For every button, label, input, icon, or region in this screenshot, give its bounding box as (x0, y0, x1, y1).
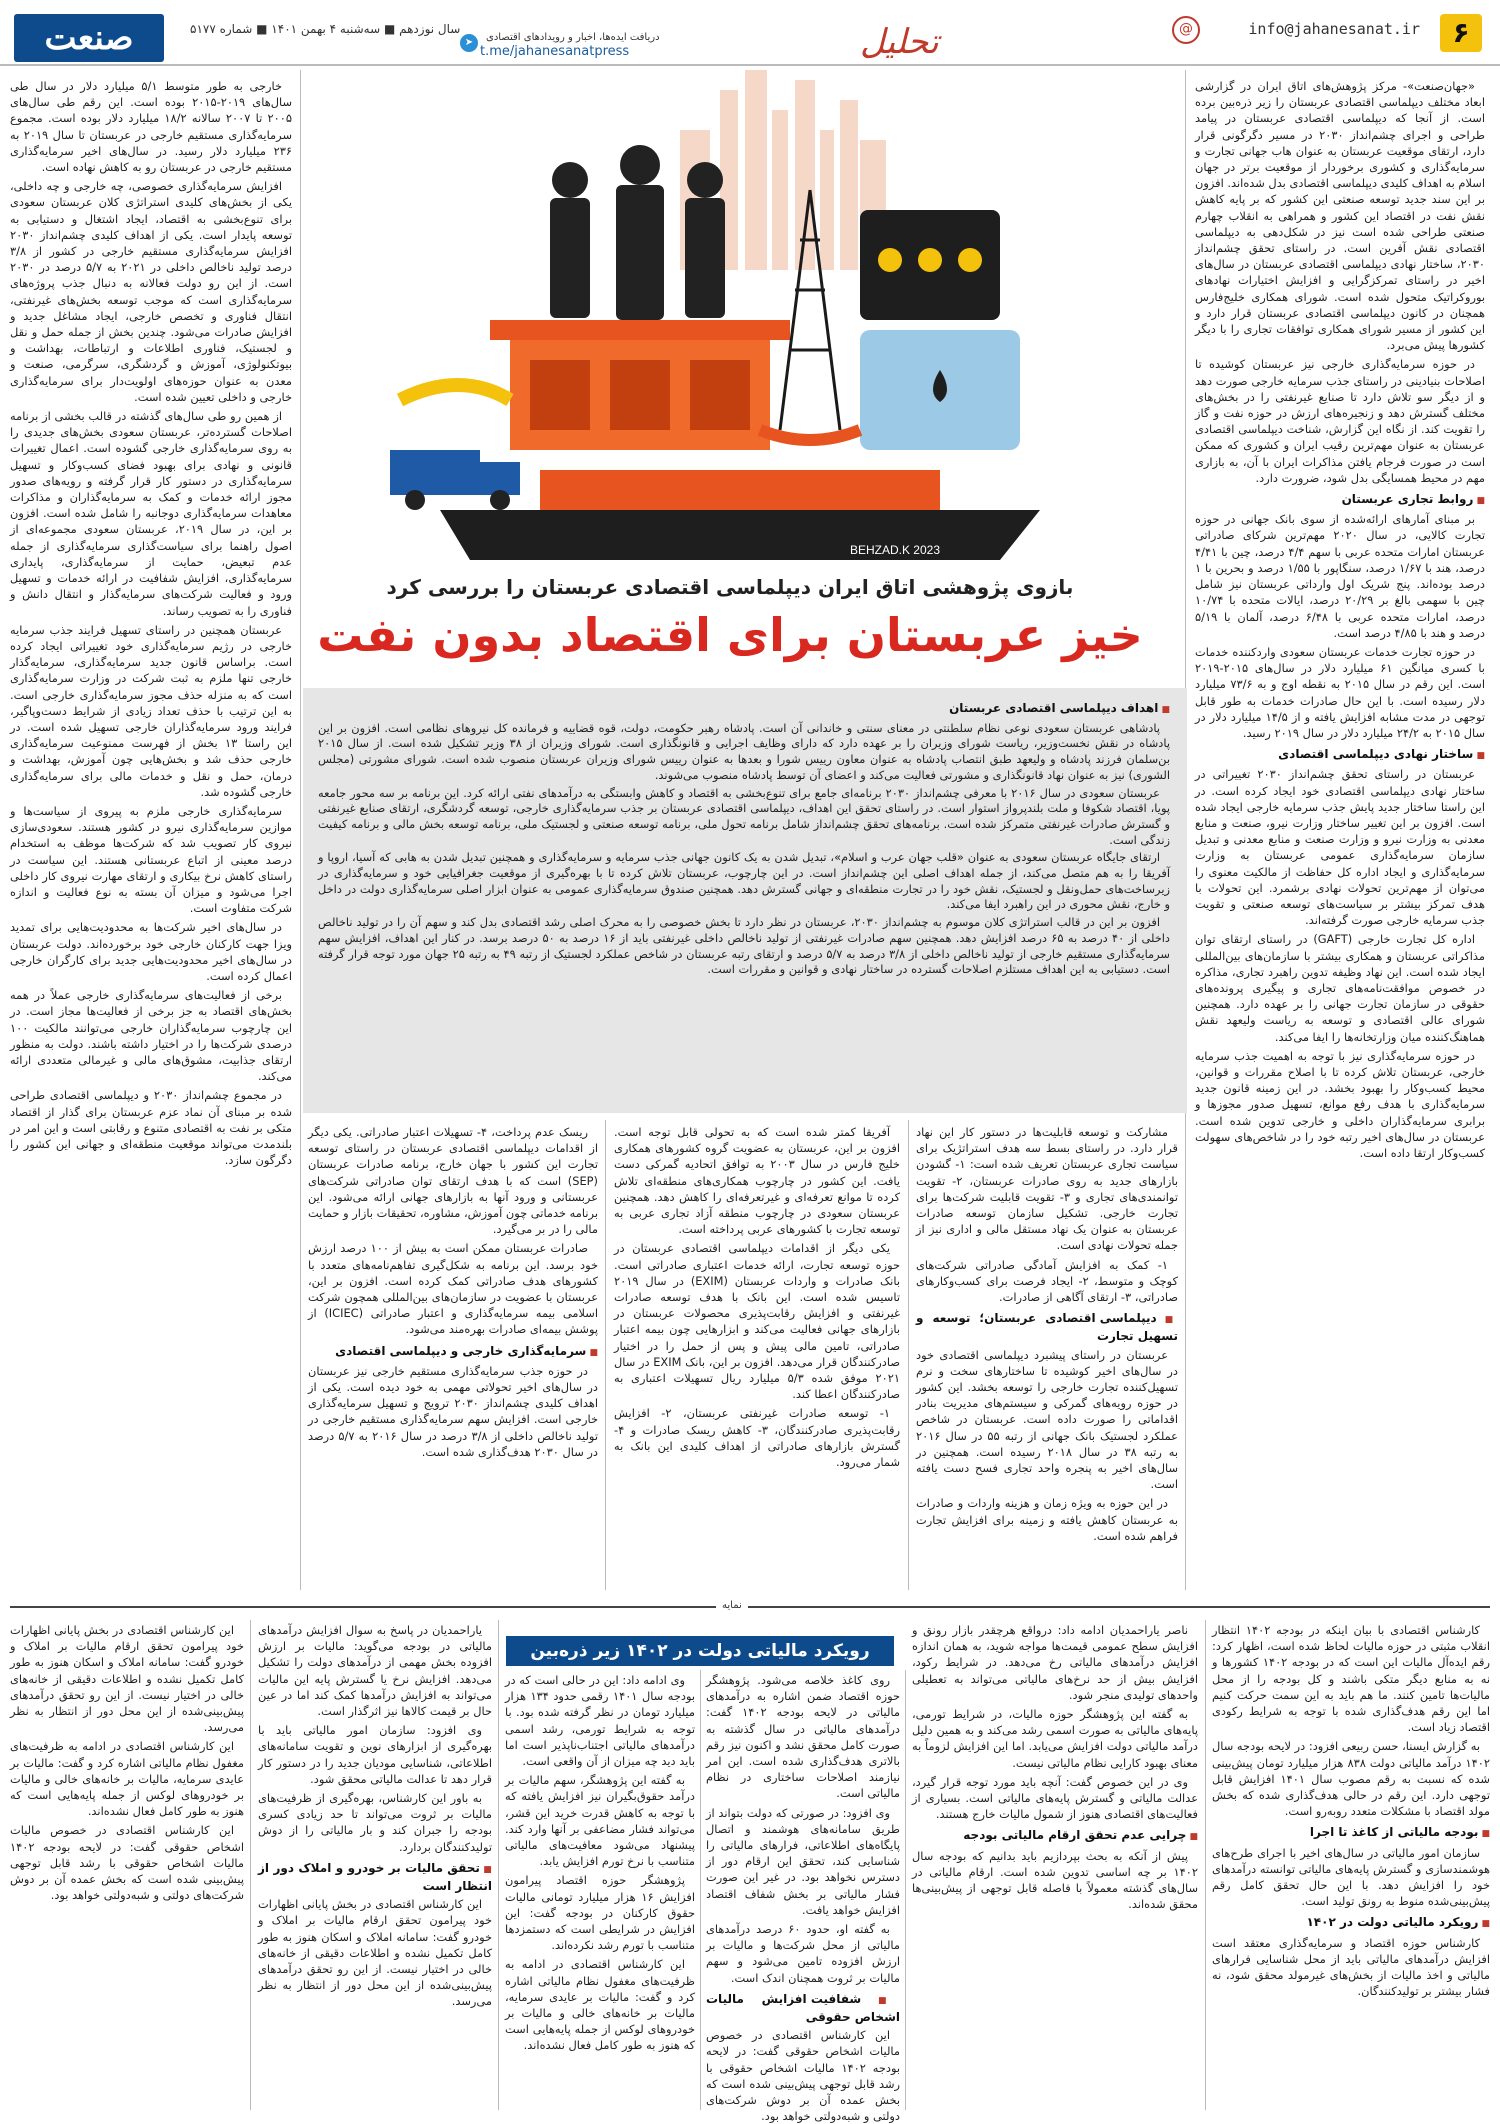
paragraph: افزایش سرمایه‌گذاری خصوصی، چه خارجی و چه داخلی، یکی از بخش‌های کلیدی استراتژی کلان عربستان سعودی برای تنوع‌بخشی به اقتصاد، ایجاد اشتغال و دستیابی به توسعه پایدار است. یکی از اهداف کلیدی چشم‌انداز ۲۰۳۰ افزایش سرمایه‌گذاری مستقیم خارجی در کشور از ۳/۸ درصد تولید ناخالص داخلی در ۲۰۲۱ به ۵/۷ درصد در ۲۰۳۰ است. از این رو دولت فعالانه به دنبال جذب پروژه‌های سرمایه‌گذاری است که موجب توسعه بخش‌های غیرنفتی، انتقال فناوری و تخصص خارجی، ایجاد مشاغل جدید و افزایش صادرات می‌شود. چندین بخش از جمله حمل و نقل و لجستیک، فناوری اطلاعات و ارتباطات، بهداشت و بیوتکنولوژی، آموزش و گردشگری، سرگرمی، صنعت و معدن به عنوان حوزه‌های اولویت‌دار برای سرمایه‌گذاری خارجی و داخلی تعیین شده است. (10, 179, 292, 404)
paragraph: در حوزه سرمایه‌گذاری نیز با توجه به اهمیت جذب سرمایه خارجی، عربستان تلاش کرده تا با اصلاح مقررات و قوانین، محیط کسب‌وکار را بهبود بخشد. در این زمینه قانون جدید سرمایه‌گذاری با هدف رفع موانع، تسهیل صدور مجوزها و برابری سرمایه‌گذاران داخلی و خارجی تدوین شده است. عربستان در سال‌های اخیر رتبه خود را در شاخص‌های سهولت کسب‌وکار ارتقا داده است. (1195, 1048, 1485, 1160)
goals-box-title: ■ اهداف دیپلماسی اقتصادی عربستان (318, 701, 1170, 719)
paragraph: در سال‌های اخیر شرکت‌ها به محدودیت‌هایی برای تمدید ویزا جهت کارکنان خارجی خود برخورده‌اند. دولت عربستان در سال‌های اخیر محدودیت‌هایی جدید برای کارگران خارجی اعمال کرده است. (10, 920, 292, 983)
illustration-credit: BEHZAD.K 2023 (849, 543, 940, 557)
paragraph: به گفته او، حدود ۶۰ درصد درآمدهای مالیاتی از محل شرکت‌ها و مالیات بر ارزش افزوده تامین می‌شود و سهم مالیات بر ثروت همچنان اندک است. (706, 1922, 900, 1985)
paragraph: آفریقا کمتر شده است که به تحولی قابل توجه است. افزون بر این، عربستان به عضویت گروه کشورهای همکاری خلیج فارس در سال ۲۰۰۳ به توافق اتحادیه گمرکی دست یافت. این کشور در چارچوب همکاری‌های منطقه‌ای تلاش کرده تا موانع تعرفه‌ای و غیرتعرفه‌ای را کاهش دهد. همچنین عربستان سعودی در چارچوب منطقه آزاد تجاری عربی به توسعه تجارت با کشورهای عربی پرداخته است. (614, 1125, 900, 1237)
paragraph: این کارشناس اقتصادی در خصوص مالیات اشخاص حقوقی گفت: در لایحه بودجه ۱۴۰۲ مالیات اشخاص حقوقی با رشد قابل توجهی پیش‌بینی شده است که بخش عمده آن بر دوش شرکت‌های دولتی و شبه‌دولتی خواهد بود. (10, 1823, 244, 1903)
email-address[interactable]: info@jahanesanat.ir (1248, 20, 1420, 38)
subhead-investment: ■ سرمایه‌گذاری خارجی و دیپلماسی اقتصادی (308, 1343, 598, 1361)
goals-box-text (318, 696, 1170, 1106)
telegram-link[interactable]: t.me/jahanesanatpress (480, 44, 630, 59)
subhead-trade-dev: ■ دیپلماسی اقتصادی عربستان؛ توسعه و تسهیل تجارت (916, 1310, 1178, 1344)
paragraph: به باور این کارشناس، بهره‌گیری از ظرفیت‌های مالیات بر ثروت می‌تواند تا حد زیادی کسری بودجه را جبران کند و بار مالیاتی را از دوش تولیدکنندگان بردارد. (258, 1791, 492, 1854)
paragraph: «جهان‌صنعت»- مرکز پژوهش‌های اتاق ایران در گزارشی ابعاد مختلف دیپلماسی اقتصادی عربستان را زیر ذره‌بین برده است. از آنجا که دیپلماسی اقتصادی عربستان در پیامد طراحی و اجرای چشم‌انداز ۲۰۳۰ در مسیر دگرگونی قرار دارد، ارتقای موقعیت عربستان به عنوان هاب جهانی تجارت و سرمایه‌گذاری و کشوری برخوردار از موقعیت برتر در جهان اسلام به اهداف کلیدی دیپلماسی اقتصادی بدل شده‌اند. افزون بر این سند جدید توسعه صنعتی این کشور که بر پایه کاهش نقش نفت در اقتصاد این کشور و همراهی به انقلاب چهارم صنعتی طراحی شده است نیز در شکل‌دهی به دیپلماسی اقتصادی نقش آفرین است. در راستای تحقق چشم‌انداز ۲۰۳۰، ساختار نهادی دیپلماسی اقتصادی عربستان در سال‌های اخیر در راستای تمرکزگرایی و افزایش اختیارات نهادهای بوروکراتیک متحول شده است. شورای همکاری خلیج‌فارس همچنان در کانون دیپلماسی اقتصادی عربستان قرار دارد و این کشور از مسیر شورای همکاری توافقات تجاری را با دیگر کشورها پیش می‌برد. (1195, 79, 1485, 353)
paragraph: پژوهشگر حوزه اقتصاد پیرامون افزایش ۱۶ هزار میلیارد تومانی مالیات حقوق کارکنان در بودجه گفت: این افزایش در شرایطی است که دستمزدها متناسب با تورم رشد نکرده‌اند. (505, 1873, 696, 1953)
page-header (0, 0, 1500, 66)
paragraph: کارشناس اقتصادی با بیان اینکه در بودجه ۱۴۰۲ انتظار انقلاب مثبتی در حوزه مالیات لحاظ شده است، اظهار کرد: رقم ایده‌آل مالیات این است که در بودجه ۱۴۰۲ کشورها و نه به منابع دیگر متکی باشند و کل بودجه را از محل مالیات‌ها تامین کنند. ما هم باید به این سمت حرکت کنیم اما این رقم هدف‌گذاری شده با توجه به شرایط رکودی اقتصاد زیاد است. (1212, 1623, 1490, 1735)
paragraph: وی در این خصوص گفت: آنچه باید مورد توجه قرار گیرد، عدالت مالیاتی و گسترش پایه‌های مالیاتی است. بسیاری از فعالیت‌های اقتصادی هنوز از شمول مالیات خارج هستند. (912, 1774, 1198, 1822)
telegram-label: دریافت ایده‌ها، اخبار و رویدادهای اقتصادی (486, 32, 660, 43)
column-divider (905, 1670, 906, 2110)
bottom-column-6 (10, 1622, 244, 2112)
paragraph: یاراحمدیان در پاسخ به سوال افزایش درآمدهای مالیاتی در بودجه می‌گوید: مالیات بر ارزش افزوده بخش مهمی از درآمدهای دولت را تشکیل می‌دهد. افزایش نرخ یا گسترش پایه این مالیات می‌تواند به افزایش درآمدها کمک کند اما در عین حال بر قیمت کالاها نیز اثرگذار است. (258, 1623, 492, 1719)
section-tag: تحلیل (860, 22, 939, 62)
paragraph: به گزارش ایسنا، حسن ربیعی افزود: در لایحه بودجه سال ۱۴۰۲ درآمد مالیاتی دولت ۸۳۸ هزار میلیارد تومان پیش‌بینی شده که نسبت به رقم مصوب سال ۱۴۰۱ افزایش قابل توجهی دارد. این رقم در حالی هدف‌گذاری شده که بخش مولد اقتصاد با مشکلات متعدد روبه‌رو است. (1212, 1739, 1490, 1819)
column-divider (908, 1120, 909, 1590)
paragraph: عربستان در راستای تحقق چشم‌انداز ۲۰۳۰ تغییراتی در ساختار نهادی دیپلماسی اقتصادی خود ایجاد کرده است. در این راستا ساختار جدید پایش جذب سرمایه خارجی ایجاد شده است. افزون بر این تغییر ساختار وزارت نیرو، صنعت و منابع معدنی به وزارت نیرو و وزارت صنعت و منابع معدنی و تبدیل سازمان سرمایه‌گذاری عمومی عربستان به وزارت سرمایه‌گذاری و ایجاد اداره کل حفاظت از مالکیت معنوی را می‌توان از مهم‌ترین تحولات نهادی برشمرد. این تحولات با هدف تمرکز بیشتر بر سیاست‌های توسعه صنعتی و تقویت جذب سرمایه خارجی صورت گرفته‌اند. (1195, 767, 1485, 928)
paragraph: از همین رو طی سال‌های گذشته در قالب بخشی از برنامه اصلاحات گسترده‌تر، عربستان سعودی بخش‌های جدیدی را به روی سرمایه‌گذاری خارجی گشوده است. اعمال تغییرات قانونی و نهادی برای بهبود فضای کسب‌وکار و تسهیل سرمایه‌گذاری در دستور کار قرار گرفته و رویه‌های صدور مجوز ارائه خدمات و کمک به سرمایه‌گذاران و مذاکرات معاهدات سرمایه‌گذاری دوجانبه را شامل شده است. افزون بر این، در سال ۲۰۱۹، عربستان سعودی مجموعه‌ای از اصول راهنما برای سیاست‌گذاری سرمایه‌گذاری از جمله عدم تبعیض، حمایت از سرمایه‌گذاری، پایداری سرمایه‌گذاری، افزایش شفافیت در ارائه خدمات و تسهیل ورود و فعالیت شرکت‌های سرمایه‌گذار و انتقال دانش و فناوری را به تصویب رساند. (10, 409, 292, 618)
column-divider (700, 1670, 701, 2110)
bottom-separator (10, 1606, 1490, 1608)
issue-line: سال نوزدهم ■ سه‌شنبه ۴ بهمن ۱۴۰۱ ■ شماره ۵۱۷۷ (190, 22, 461, 36)
bottom-column-5 (258, 1622, 492, 2112)
newspaper-logo: صنعت (14, 14, 164, 62)
column-divider (1205, 1620, 1206, 2110)
paragraph: به گفته این پژوهشگر، سهم مالیات بر درآمد حقوق‌بگیران نیز افزایش یافته که با توجه به کاهش قدرت خرید این قشر، می‌تواند فشار مضاعفی بر آنها وارد کند. پیشنهاد می‌شود معافیت‌های مالیاتی متناسب با نرخ تورم افزایش یابد. (505, 1773, 695, 1869)
paragraph: در حوزه جذب سرمایه‌گذاری مستقیم خارجی نیز عربستان در سال‌های اخیر تحولاتی مهمی به خود دیده است. یکی از اهداف کلیدی چشم‌انداز ۲۰۳۰ ترویج و تسهیل سرمایه‌گذاری خارجی است. افزایش سهم سرمایه‌گذاری مستقیم خارجی در تولید ناخالص داخلی از ۳/۸ درصد در سال ۲۰۱۶ به ۵/۷ درصد در سال ۲۰۳۰ هدف‌گذاری شده است. (308, 1363, 598, 1459)
paragraph: وی افزود: سازمان امور مالیاتی باید با بهره‌گیری از ابزارهای نوین و تقویت سامانه‌های اطلاعاتی، شناسایی مودیان جدید را در دستور کار قرار دهد تا عدالت مالیاتی محقق شود. (258, 1723, 492, 1786)
paragraph: پادشاهی عربستان سعودی نوعی نظام سلطنتی در معنای سنتی و خاندانی آن است. پادشاه رهبر حکومت، دولت، قوه قضاییه و فرمانده کل نیروهای نظامی است. افزون بر این پادشاه در نقش نخست‌وزیر، ریاست شورای وزیران را بر عهده دارد که دارای وظایف اجرایی و قانونگذاری است. شورای وزیران از ۳۸ وزیر تشکیل شده است. از سال ۲۰۱۵ بن‌سلمان فرزند پادشاه و ولیعهد طبق انتصاب پادشاه به عنوان معاون رییس شورا و بعدها به عنوان رییس شورای وزیران عربستان منصوب شده است. شورای مشورتی (مجلس الشوری) نیز به عنوان نهاد قانونگذاری و مشورتی فعالیت می‌کند و اعضای آن توسط پادشاه منصوب می‌شوند. (318, 720, 1170, 782)
paragraph: خارجی به طور متوسط ۵/۱ میلیارد دلار در سال طی سال‌های ۲۰۱۹-۲۰۱۵ بوده است. این رقم طی سال‌های ۲۰۰۵ تا ۲۰۰۷ سالانه ۱۸/۲ میلیارد دلار بوده است. مجموع سرمایه‌گذاری مستقیم خارجی در عربستان تا سال ۲۰۱۹ به ۲۳۶ میلیارد دلار رسید. در سال‌های اخیر سرمایه‌گذاری مستقیم خارجی در عربستان رو به کاهش نهاده است. (10, 79, 293, 175)
paragraph: در این حوزه به ویژه زمان و هزینه واردات و صادرات به عربستان کاهش یافته و زمینه برای افزایش تجارت فراهم شده است. (916, 1496, 1178, 1543)
paragraph: این کارشناس اقتصادی در بخش پایانی اظهارات خود پیرامون تحقق ارقام مالیات بر املاک و خودرو گفت: سامانه املاک و اسکان هنوز به طور کامل تکمیل نشده و اطلاعات دقیقی از خانه‌های خالی در اختیار نیست. از این رو تحقق درآمدهای پیش‌بینی‌شده از این محل دور از انتظار به نظر می‌رسد. (258, 1897, 492, 2009)
paragraph: ۱- توسعه صادرات غیرنفتی عربستان، ۲- افزایش رقابت‌پذیری صادرکنندگان، ۳- کاهش ریسک صادرات و ۴- گسترش بازارهای صادراتی از اهداف کلیدی این بانک به شمار می‌رود. (614, 1406, 900, 1470)
paragraph: در حوزه تجارت خدمات عربستان سعودی واردکننده خدمات با کسری میانگین ۶۱ میلیارد دلار در سال‌های ۲۰۱۵-۲۰۱۹ است. این رقم در سال ۲۰۱۵ به نقطه اوج و به ۷۳/۶ میلیارد دلار رسیده است. با این حال صادرات خدمات به طور قابل توجهی در مدت مشابه افزایش یافته و از ۱۴/۵ میلیارد دلار در سال ۲۰۱۵ به ۲۴/۲ میلیارد دلار در سال ۲۰۱۹ رسید. (1195, 644, 1485, 740)
paragraph: این کارشناس اقتصادی در بخش پایانی اظهارات خود پیرامون تحقق ارقام مالیات بر املاک و خودرو گفت: سامانه املاک و اسکان هنوز به طور کامل تکمیل نشده و اطلاعات دقیقی از خانه‌های خالی در اختیار نیست. از این رو تحقق درآمدهای پیش‌بینی‌شده از این محل دور از انتظار به نظر می‌رسد. (10, 1623, 244, 1735)
right-column (1195, 78, 1485, 1586)
paragraph: به گفته این پژوهشگر حوزه مالیات، در شرایط تورمی، پایه‌های مالیاتی به صورت اسمی رشد می‌کند و به همین دلیل درآمد مالیاتی دولت افزایش می‌یابد. اما این افزایش لزوماً به معنای بهبود کارایی نظام مالیاتی نیست. (912, 1707, 1198, 1770)
paragraph: یکی دیگر از اقدامات دیپلماسی اقتصادی عربستان در حوزه توسعه تجارت، ارائه خدمات اعتباری صادراتی است. بانک صادرات و واردات عربستان (EXIM) در سال ۲۰۱۹ تاسیس شده است. این بانک با هدف توسعه صادرات غیرنفتی و افزایش رقابت‌پذیری محصولات عربستان در بازارهای جهانی فعالیت می‌کند و ابزارهایی چون بیمه اعتبار صادراتی، تامین مالی پیش و پس از حمل را در اختیار صادرکنندگان قرار می‌دهد. افزون بر این، بانک EXIM در سال ۲۰۲۱ موفق شده ۵/۳ میلیارد ریال تسهیلات اعتباری به صادرکنندگان اعطا کند. (614, 1241, 901, 1402)
paragraph: سازمان امور مالیاتی در سال‌های اخیر با اجرای طرح‌های هوشمندسازی و گسترش پایه‌های مالیاتی توانسته درآمدهای خود را افزایش دهد. با این حال تحقق کامل رقم پیش‌بینی‌شده منوط به رونق تولید است. (1212, 1845, 1490, 1909)
paragraph: سرمایه‌گذاری خارجی ملزم به پیروی از سیاست‌ها و موازین سرمایه‌گذاری نیرو در کشور هستند. سعودی‌سازی نیروی کار تصویب شد که شرکت‌ها موظف به استخدام درصد معینی از اتباع عربستانی هستند. این سیاست در راستای کاهش نرخ بیکاری و ارتقای مهارت نیروی کار داخلی اجرا می‌شود و میزان آن بسته به نوع فعالیت و اندازه شرکت متفاوت است. (10, 803, 292, 916)
paragraph: عربستان سعودی در سال ۲۰۱۶ با معرفی چشم‌انداز ۲۰۳۰ برنامه‌ای جامع برای تنوع‌بخشی به اقتصاد و کاهش وابستگی به درآمدهای نفتی ارائه کرد. این برنامه بر سه محور جامعه پویا، اقتصاد شکوفا و ملت بلندپرواز استوار است. در راستای تحقق این اهداف، دیپلماسی اقتصادی عربستان بر جذب سرمایه‌گذاری خارجی، توسعه گردشگری، ارتقای صنایع غیرنفتی و گسترش صادرات غیرنفتی متمرکز شده است. برنامه‌های تحقق چشم‌انداز شامل برنامه تحول ملی، برنامه توسعه صنعتی و لجستیک ملی، برنامه توسعه بخش مالی و برنامه کیفیت زندگی است. (318, 785, 1170, 847)
workers-silhouette (550, 145, 725, 320)
paragraph: ارتقای جایگاه عربستان سعودی به عنوان «قلب جهان عرب و اسلام»، تبدیل شدن به یک کانون جهانی جذب سرمایه و سرمایه‌گذاری و همچنین تبدیل شدن به هابی که آسیا، اروپا و آفریقا را به هم متصل می‌کند، از جمله اهداف اصلی این چشم‌انداز است. در این چارچوب، عربستان تلاش کرده تا با بهره‌گیری از موقعیت جغرافیایی خود و سرمایه‌گذاری در زیرساخت‌های حمل‌ونقل و لجستیک، نقش خود را در تجارت منطقه‌ای و جهانی گسترش دهد. همچنین صندوق سرمایه‌گذاری عمومی به عنوان ابزار اصلی سرمایه‌گذاری دولت در داخل و خارج، نقش محوری در این راهبرد ایفا می‌کند. (318, 850, 1170, 912)
article-headline: خیز عربستان برای اقتصاد بدون نفت (317, 608, 1143, 662)
paragraph: عربستان در راستای پیشبرد دیپلماسی اقتصادی خود در سال‌های اخیر کوشیده تا ساختارهای سخت و نرم تسهیل‌کننده تجارت خارجی را توسعه بخشد. این کشور در حوزه رویه‌های گمرکی و سیستم‌های مدیریت بنادر اقداماتی را صورت داده است. عربستان در شاخص عملکرد لجستیک بانک جهانی از رتبه ۵۵ در سال ۲۰۱۶ به رتبه ۳۸ در سال ۲۰۱۸ رسیده است. همچنین در سال‌های اخیر به پنجره واحد تجاری فسح دست یافته است. (916, 1347, 1178, 1492)
left-column (10, 78, 292, 1586)
paragraph: در مجموع چشم‌انداز ۲۰۳۰ و دیپلماسی اقتصادی طراحی شده بر مبنای آن نماد عزم عربستان برای گذار از اقتصاد متکی بر نفت به اقتصادی متنوع و رقابتی است و این امر در بلندمدت می‌تواند موقعیت منطقه‌ای و جهانی این کشور را دگرگون سازد. (10, 1088, 292, 1168)
paragraph: روی کاغذ خلاصه می‌شود. پژوهشگر حوزه اقتصاد ضمن اشاره به درآمدهای مالیاتی در لایحه بودجه ۱۴۰۲ گفت: درآمدهای مالیاتی در سال گذشته به صورت کامل محقق نشد و اکنون نیز رقم بالاتری هدف‌گذاری شده است. این امر نیازمند اصلاحات ساختاری در نظام مالیاتی است. (706, 1673, 901, 1801)
subhead-trade: ■ روابط تجاری عربستان (1195, 491, 1485, 509)
oil-industry-illustration (340, 70, 1100, 590)
paragraph: این کارشناس اقتصادی در ادامه به ظرفیت‌های مغفول نظام مالیاتی اشاره کرد و گفت: مالیات بر عایدی سرمایه، مالیات بر خانه‌های خالی و مالیات بر خودروهای لوکس از جمله پایه‌هایی است که هنوز به طور کامل فعال نشده‌اند. (10, 1739, 244, 1819)
paragraph: بر مبنای آمارهای ارائه‌شده از سوی بانک جهانی در حوزه تجارت کالایی، در سال ۲۰۲۰ مهم‌ترین شرکای صادراتی عربستان امارات متحده عربی با سهم ۴/۴ درصد، چین با ۴/۴۱ درصد، هند با ۱/۶۷ درصد، سنگاپور با ۱/۵۵ درصد و بحرین با ۱ درصد بوده‌اند. پنج شریک اول وارداتی عربستان نیز شامل چین با سهمی بالغ بر ۲۰/۲۹ درصد، ایالات متحده با ۱۰/۷۴ درصد، امارات متحده عربی با ۶/۴۸ درصد، آلمان با ۵/۱۹ درصد و هند با ۴/۸۵ درصد است. (1195, 512, 1485, 640)
subhead-col5: ■ تحقق مالیات بر خودرو و املاک دور از انتظار است (258, 1860, 492, 1894)
subhead-institutional: ■ ساختار نهادی دیپلماسی اقتصادی (1195, 746, 1485, 764)
paragraph: صادرات عربستان ممکن است به بیش از ۱۰۰ درصد ارزش خود برسد. این برنامه به شکل‌گیری تفاهم‌نامه‌های متعدد با کشورهای هدف صادراتی کمک کرده است. افزون بر این، عربستان با عضویت در سازمان‌های بین‌المللی همچون شرکت اسلامی بیمه سرمایه‌گذاری و اعتبار صادراتی (ICIEC) از پوشش بیمه‌ای صادرات بهره‌مند می‌شود. (308, 1241, 598, 1337)
column-divider (605, 1120, 606, 1590)
subhead-approach: ■ رویکرد مالیاتی دولت در ۱۴۰۲ (1212, 1914, 1490, 1932)
bottom-column-4 (505, 1672, 695, 2112)
bottom-column-2 (912, 1622, 1198, 2112)
column-divider (498, 1620, 499, 2110)
telegram-icon: ➤ (460, 34, 478, 52)
subhead-col2: ■ چرایی عدم تحقق ارقام مالیاتی بودجه (912, 1827, 1198, 1845)
bottom-column-3 (706, 1672, 901, 2124)
paragraph: عربستان همچنین در راستای تسهیل فرایند جذب سرمایه خارجی در رژیم سرمایه‌گذاری خود تغییراتی ایجاد کرده است. براساس قانون جدید سرمایه‌گذاری، سرمایه‌گذار خارجی تنها ملزم به ثبت شرکت در وزارت سرمایه‌گذاری است که به منزله حذف مجوز سرمایه‌گذاری خارجی است. به این ترتیب با حذف تعداد زیادی از شرایط دست‌وپاگیر، فرایند ورود سرمایه‌گذاران خارجی تسهیل شده است. در این راستا ۱۳ بخش از فهرست ممنوعیت سرمایه‌گذاری خارجی حذف شد و بخش‌هایی چون آموزش، بهداشت و درمان، حمل و نقل و خدمات مالی برای سرمایه‌گذاری خارجی گشوده شد. (10, 622, 292, 799)
middle-column-1 (916, 1124, 1178, 1586)
middle-column-3 (308, 1124, 598, 1586)
paragraph: این کارشناس اقتصادی در خصوص مالیات اشخاص حقوقی گفت: در لایحه بودجه ۱۴۰۲ مالیات اشخاص حقوقی با رشد قابل توجهی پیش‌بینی شده است که بخش عمده آن بر دوش شرکت‌های دولتی و شبه‌دولتی خواهد بود. (706, 2028, 900, 2124)
paragraph: این کارشناس اقتصادی در ادامه به ظرفیت‌های مغفول نظام مالیاتی اشاره کرد و گفت: مالیات بر عایدی سرمایه، مالیات بر خانه‌های خالی و مالیات بر خودروهای لوکس از جمله پایه‌هایی است که هنوز به طور کامل فعال نشده‌اند. (505, 1957, 695, 2053)
bottom-article-title: رویکرد مالیاتی دولت در ۱۴۰۲ زیر ذره‌بین (506, 1636, 894, 1666)
article-kicker: بازوی پژوهشی اتاق ایران دیپلماسی اقتصادی عربستان را بررسی کرد (386, 575, 1074, 599)
paragraph: وی ادامه داد: این در حالی است که در بودجه سال ۱۴۰۱ رقمی حدود ۱۳۴ هزار میلیارد تومان در نظر گرفته شده بود. با توجه به شرایط تورمی، رشد اسمی درآمدهای مالیاتی اجتناب‌ناپذیر است اما باید دید چه میزان از آن واقعی است. (505, 1673, 696, 1769)
paragraph: در حوزه سرمایه‌گذاری خارجی نیز عربستان کوشیده تا اصلاحات بنیادینی در راستای جذب سرمایه خارجی صورت دهد و از دیگر سو تلاش دارد تا صنایع غیرنفتی را در بخش‌های مختلف گسترش دهد و زنجیره‌های ارزش در حوزه نفت و گاز را تقویت کند. از نگاه این گزارش، شناخت دیپلماسی اقتصادی عربستان به عنوان مهم‌ترین رقیب ایران و کشوری که ممکن است در صورت فرجام یافتن مذاکرات ایران با آن، به بازاری مهم در محیط همسایگی بدل شود، ضرورت دارد. (1195, 357, 1485, 485)
page-number: ۶ (1440, 14, 1482, 52)
subhead-col3: ■ شفافیت افزایش مالیات اشخاص حقوقی (706, 1991, 900, 2025)
bottom-column-1 (1212, 1622, 1490, 2112)
paragraph: اداره کل تجارت خارجی (GAFT) در راستای ارتقای توان مذاکراتی عربستان و همکاری بیشتر با سازمان‌های بین‌المللی ایجاد شده است. این نهاد وظیفه تدوین راهبرد تجاری، مذاکره در خصوص موافقت‌نامه‌های تجاری و پیگیری پرونده‌های حقوقی در سازمان تجارت جهانی را بر عهده دارد. همچنین شورای عالی اقتصادی و توسعه به ریاست ولیعهد نقش هماهنگ‌کننده میان وزارتخانه‌ها را ایفا می‌کند. (1195, 932, 1485, 1044)
paragraph: وی افزود: در صورتی که دولت بتواند از طریق سامانه‌های هوشمند و اتصال پایگاه‌های اطلاعاتی، فرارهای مالیاتی را شناسایی کند، تحقق این ارقام دور از دسترس نخواهد بود. در غیر این صورت فشار مالیاتی بر بخش شفاف اقتصاد افزایش خواهد یافت. (706, 1805, 900, 1917)
paragraph: کارشناس حوزه اقتصاد و سرمایه‌گذاری معتقد است افزایش درآمدهای مالیاتی باید از محل شناسایی فرارهای مالیاتی و اخذ مالیات از بخش‌های غیرمولد محقق شود، نه فشار بیشتر بر تولیدکنندگان. (1212, 1935, 1490, 1999)
paragraph: برخی از فعالیت‌های سرمایه‌گذاری خارجی عملاً در همه بخش‌های اقتصاد به جز برخی از فعالیت‌ها مجاز است. در این چارچوب سرمایه‌گذاران خارجی می‌توانند مالکیت ۱۰۰ درصدی شرکت‌ها را در اختیار داشته باشند. دولت به منظور ارتقای جذابیت، مشوق‌های مالی و غیرمالی متعددی ارائه می‌کند. (10, 988, 292, 1084)
subhead-paper: ■ بودجه مالیاتی از کاغذ تا اجرا (1212, 1824, 1490, 1842)
paragraph: مشارکت و توسعه قابلیت‌ها در دستور کار این نهاد قرار دارد. در راستای بسط سه هدف استراتژیک برای سیاست تجاری عربستان تعریف شده است: ۱- گشودن بازارهای جدید به روی صادرات عربستان، ۲- تقویت توانمندی‌های تجاری و ۳- تقویت قابلیت شرکت‌ها برای تجارت خارجی. تشکیل سازمان توسعه صادرات عربستان به عنوان یک نهاد مستقل مالی و اداری نیز از جمله تحولات نهادی است. (916, 1125, 1179, 1253)
email-icon: @ (1172, 16, 1200, 44)
section-ending-label: نمایه (716, 1600, 748, 1611)
middle-column-2 (614, 1124, 900, 1586)
paragraph: ۱- کمک به افزایش آمادگی صادراتی شرکت‌های کوچک و متوسط، ۲- ایجاد فرصت برای کسب‌وکارهای صادراتی، ۳- ارتقای آگاهی از صادرات. (916, 1257, 1178, 1305)
column-divider (250, 1620, 251, 2110)
paragraph: ناصر یاراحمدیان ادامه داد: درواقع هرچقدر بازار رونق و افزایش سطح عمومی قیمت‌ها مواجه شوید، به همان اندازه افزایش درآمدهای مالیاتی رخ می‌دهد. در شرایط رکود، افزایش بیش از حد نرخ‌های مالیاتی می‌تواند به تعطیلی واحدهای تولیدی منجر شود. (912, 1623, 1198, 1702)
paragraph: ریسک عدم پرداخت، ۴- تسهیلات اعتبار صادراتی. یکی دیگر از اقدامات دیپلماسی اقتصادی عربستان در راستای توسعه تجارت این کشور با جهان خارج، برنامه صادرات عربستان (SEP) است که با هدف ارتقای توان صادراتی شرکت‌های عربستانی و ورود آنها به بازارهای جهانی ارائه می‌شود. این برنامه خدماتی چون آموزش، مشاوره، تحقیقات بازار و حمایت مالی را در بر می‌گیرد. (308, 1125, 598, 1237)
paragraph: افزون بر این در قالب استراتژی کلان موسوم به چشم‌انداز ۲۰۳۰، عربستان در نظر دارد تا بخش خصوصی را به محرک اصلی رشد اقتصادی بدل کند و سهم آن را در تولید ناخالص داخلی از ۴۰ درصد به ۶۵ درصد افزایش دهد. همچنین سهم صادرات غیرنفتی از تولید ناخالص داخلی غیرنفتی باید از ۱۶ درصد به ۵۰ درصد برسد. در کنار این اهداف، افزایش سهم سرمایه‌گذاری مستقیم خارجی از تولید ناخالص داخلی از ۳/۸ درصد به ۵/۷ درصد و ارتقای رتبه عربستان در شاخص عملکرد لجستیک از رتبه ۴۹ به رتبه ۲۵ جهان مورد توجه قرار گرفته است. دستیابی به این اهداف مستلزم اصلاحات گسترده در ساختار نهادی و قوانین و مقررات است. (318, 915, 1171, 977)
paragraph: پیش از آنکه به بحث بپردازیم باید بدانیم که بودجه سال ۱۴۰۲ بر چه اساسی تدوین شده است. ارقام مالیاتی در سال‌های گذشته معمولاً با فاصله قابل توجهی از پیش‌بینی‌ها محقق شده‌اند. (912, 1848, 1198, 1912)
column-divider (300, 70, 301, 1590)
